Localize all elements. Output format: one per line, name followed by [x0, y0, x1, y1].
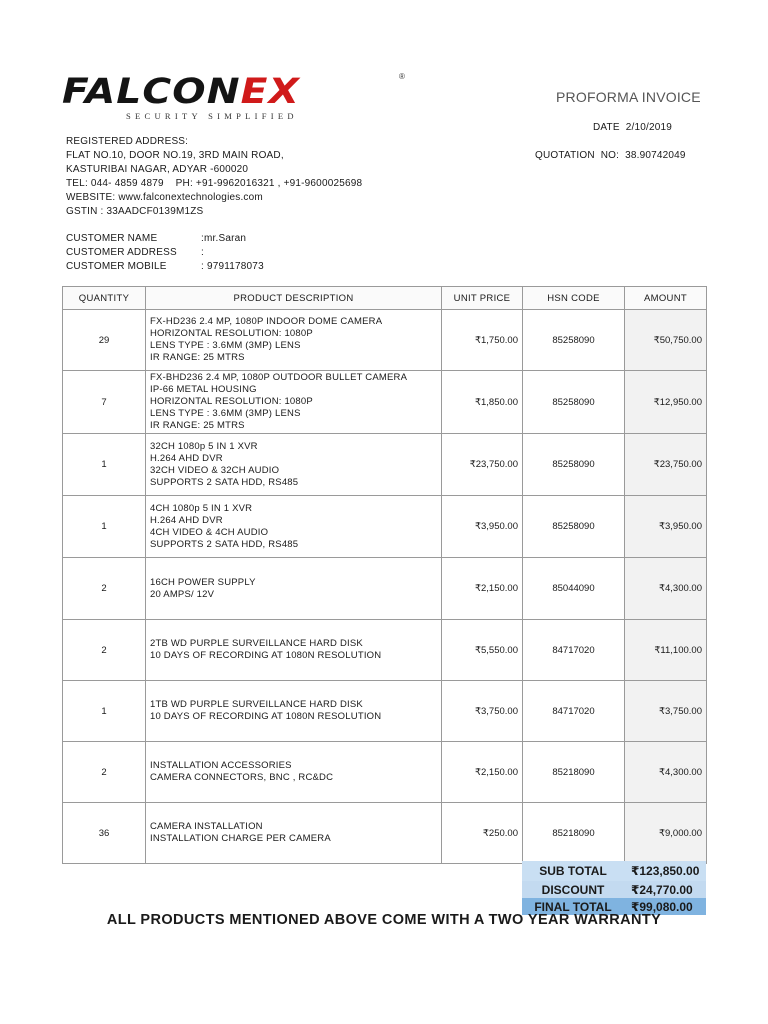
unit-price-cell: ₹2,150.00	[442, 558, 523, 620]
hsn-code-cell: 85258090	[523, 496, 625, 558]
hsn-code-cell: 85044090	[523, 558, 625, 620]
description-line: CAMERA CONNECTORS, BNC , RC&DC	[150, 772, 334, 783]
description-line: LENS TYPE : 3.6MM (3MP) LENS	[150, 340, 301, 351]
sub-total-label: SUB TOTAL	[522, 861, 624, 881]
quotation-number	[535, 150, 686, 161]
final-total-label: FINAL TOTAL	[522, 898, 624, 915]
customer-address-row	[66, 246, 264, 260]
description-line: INSTALLATION CHARGE PER CAMERA	[150, 833, 331, 844]
logo-tagline: SECURITY SIMPLIFIED	[126, 111, 298, 121]
logo-text-main: FALCON	[62, 72, 241, 112]
logo-wordmark	[62, 72, 300, 112]
hsn-code-cell: 85218090	[523, 803, 625, 864]
description-line: IP-66 METAL HOUSING	[150, 384, 257, 395]
description-line: 10 DAYS OF RECORDING AT 1080N RESOLUTION	[150, 650, 382, 661]
discount-row	[522, 881, 706, 898]
phone-numbers: TEL: 044- 4859 4879 PH: +91-9962016321 , +91-9600025698	[66, 178, 363, 189]
amount-cell: ₹3,950.00	[625, 496, 707, 558]
table-row	[63, 803, 707, 864]
amount-cell: ₹50,750.00	[625, 310, 707, 371]
amount-cell: ₹4,300.00	[625, 558, 707, 620]
quantity-cell: 29	[63, 310, 146, 371]
address-line-2: KASTURIBAI NAGAR, ADYAR -600020	[66, 164, 249, 175]
hsn-code-cell: 85258090	[523, 371, 625, 434]
amount-cell: ₹4,300.00	[625, 742, 707, 803]
hsn-code-cell: 85258090	[523, 310, 625, 371]
document-title: PROFORMA INVOICE	[556, 89, 701, 105]
address-label: REGISTERED ADDRESS:	[66, 136, 189, 147]
amount-cell: ₹9,000.00	[625, 803, 707, 864]
gstin: GSTIN : 33AADCF0139M1ZS	[66, 206, 204, 217]
description-line: LENS TYPE : 3.6MM (3MP) LENS	[150, 408, 301, 419]
description-cell	[146, 620, 442, 681]
quantity-cell: 2	[63, 742, 146, 803]
items-table	[62, 286, 707, 864]
description-line: SUPPORTS 2 SATA HDD, RS485	[150, 538, 299, 550]
description-line: H.264 AHD DVR	[150, 514, 223, 526]
invoice-date	[593, 122, 672, 133]
description-cell	[146, 434, 442, 496]
unit-price-cell: ₹5,550.00	[442, 620, 523, 681]
amount-cell: ₹11,100.00	[625, 620, 707, 681]
registered-mark: ®	[399, 72, 405, 81]
final-total-value: ₹99,080.00	[624, 898, 706, 915]
customer-mobile-value: : 9791178073	[201, 261, 264, 272]
description-line: HORIZONTAL RESOLUTION: 1080P	[150, 328, 313, 339]
description-line: 16CH POWER SUPPLY	[150, 576, 256, 588]
customer-details	[66, 232, 264, 274]
customer-mobile-label: CUSTOMER MOBILE	[66, 261, 167, 272]
hsn-code-cell: 84717020	[523, 681, 625, 742]
customer-mobile-row	[66, 260, 264, 274]
header-amount: AMOUNT	[625, 287, 707, 310]
quotation-value: 38.90742049	[625, 150, 686, 161]
discount-value: ₹24,770.00	[624, 881, 706, 898]
unit-price-cell: ₹2,150.00	[442, 742, 523, 803]
quantity-cell: 36	[63, 803, 146, 864]
table-row	[63, 371, 707, 434]
date-value: 2/10/2019	[625, 122, 672, 133]
unit-price-cell: ₹3,950.00	[442, 496, 523, 558]
unit-price-cell: ₹250.00	[442, 803, 523, 864]
sub-total-value: ₹123,850.00	[624, 861, 706, 881]
quantity-cell: 2	[63, 558, 146, 620]
description-line: H.264 AHD DVR	[150, 452, 223, 464]
table-row	[63, 434, 707, 496]
description-cell	[146, 558, 442, 620]
website: WEBSITE: www.falconextechnologies.com	[66, 192, 263, 203]
header-quantity: QUANTITY	[63, 287, 146, 310]
description-cell	[146, 742, 442, 803]
company-address	[66, 135, 362, 219]
sub-total-row	[522, 861, 706, 881]
discount-label: DISCOUNT	[522, 881, 624, 898]
quantity-cell: 7	[63, 371, 146, 434]
description-cell	[146, 371, 442, 434]
description-line: 1TB WD PURPLE SURVEILLANCE HARD DISK	[150, 699, 363, 710]
amount-cell: ₹23,750.00	[625, 434, 707, 496]
description-cell	[146, 310, 442, 371]
unit-price-cell: ₹23,750.00	[442, 434, 523, 496]
description-cell	[146, 496, 442, 558]
company-logo	[62, 72, 412, 126]
table-row	[63, 310, 707, 371]
table-row	[63, 496, 707, 558]
customer-address-label: CUSTOMER ADDRESS	[66, 247, 177, 258]
unit-price-cell: ₹1,850.00	[442, 371, 523, 434]
customer-name-row	[66, 232, 264, 246]
description-line: 32CH 1080p 5 IN 1 XVR	[150, 440, 258, 452]
quantity-cell: 1	[63, 496, 146, 558]
totals-table	[522, 861, 706, 915]
hsn-code-cell: 85218090	[523, 742, 625, 803]
hsn-code-cell: 85258090	[523, 434, 625, 496]
logo-text-ex: EX	[240, 72, 300, 112]
description-cell	[146, 803, 442, 864]
amount-cell: ₹12,950.00	[625, 371, 707, 434]
table-header-row	[63, 287, 707, 310]
customer-name-label: CUSTOMER NAME	[66, 233, 158, 244]
description-line: 4CH 1080p 5 IN 1 XVR	[150, 502, 253, 514]
customer-name-value: :mr.Saran	[201, 233, 247, 244]
description-line: 10 DAYS OF RECORDING AT 1080N RESOLUTION	[150, 711, 382, 722]
amount-cell: ₹3,750.00	[625, 681, 707, 742]
description-line: IR RANGE: 25 MTRS	[150, 420, 245, 431]
description-line: 4CH VIDEO & 4CH AUDIO	[150, 526, 269, 538]
header-unit-price: UNIT PRICE	[442, 287, 523, 310]
items-body	[63, 310, 707, 864]
description-line: INSTALLATION ACCESSORIES	[150, 760, 292, 771]
description-line: 2TB WD PURPLE SURVEILLANCE HARD DISK	[150, 638, 363, 649]
unit-price-cell: ₹1,750.00	[442, 310, 523, 371]
description-line: HORIZONTAL RESOLUTION: 1080P	[150, 396, 313, 407]
quantity-cell: 2	[63, 620, 146, 681]
description-line: 20 AMPS/ 12V	[150, 588, 215, 600]
table-row	[63, 620, 707, 681]
quantity-cell: 1	[63, 434, 146, 496]
description-line: SUPPORTS 2 SATA HDD, RS485	[150, 476, 299, 488]
quotation-label: QUOTATION NO:	[535, 150, 620, 161]
description-line: IR RANGE: 25 MTRS	[150, 352, 245, 363]
date-label: DATE	[593, 122, 620, 133]
customer-address-value: :	[201, 247, 204, 258]
description-line: 32CH VIDEO & 32CH AUDIO	[150, 464, 280, 476]
description-line: FX-BHD236 2.4 MP, 1080P OUTDOOR BULLET CAMERA	[150, 372, 408, 383]
description-line: CAMERA INSTALLATION	[150, 821, 263, 832]
warranty-note: ALL PRODUCTS MENTIONED ABOVE COME WITH A TWO YEAR WARRANTY	[106, 912, 662, 928]
hsn-code-cell: 84717020	[523, 620, 625, 681]
table-row	[63, 558, 707, 620]
header-hsn-code: HSN CODE	[523, 287, 625, 310]
table-row	[63, 681, 707, 742]
header-description: PRODUCT DESCRIPTION	[146, 287, 442, 310]
quantity-cell: 1	[63, 681, 146, 742]
description-cell	[146, 681, 442, 742]
address-line-1: FLAT NO.10, DOOR NO.19, 3RD MAIN ROAD,	[66, 150, 284, 161]
table-row	[63, 742, 707, 803]
description-line: FX-HD236 2.4 MP, 1080P INDOOR DOME CAMERA	[150, 316, 383, 327]
unit-price-cell: ₹3,750.00	[442, 681, 523, 742]
